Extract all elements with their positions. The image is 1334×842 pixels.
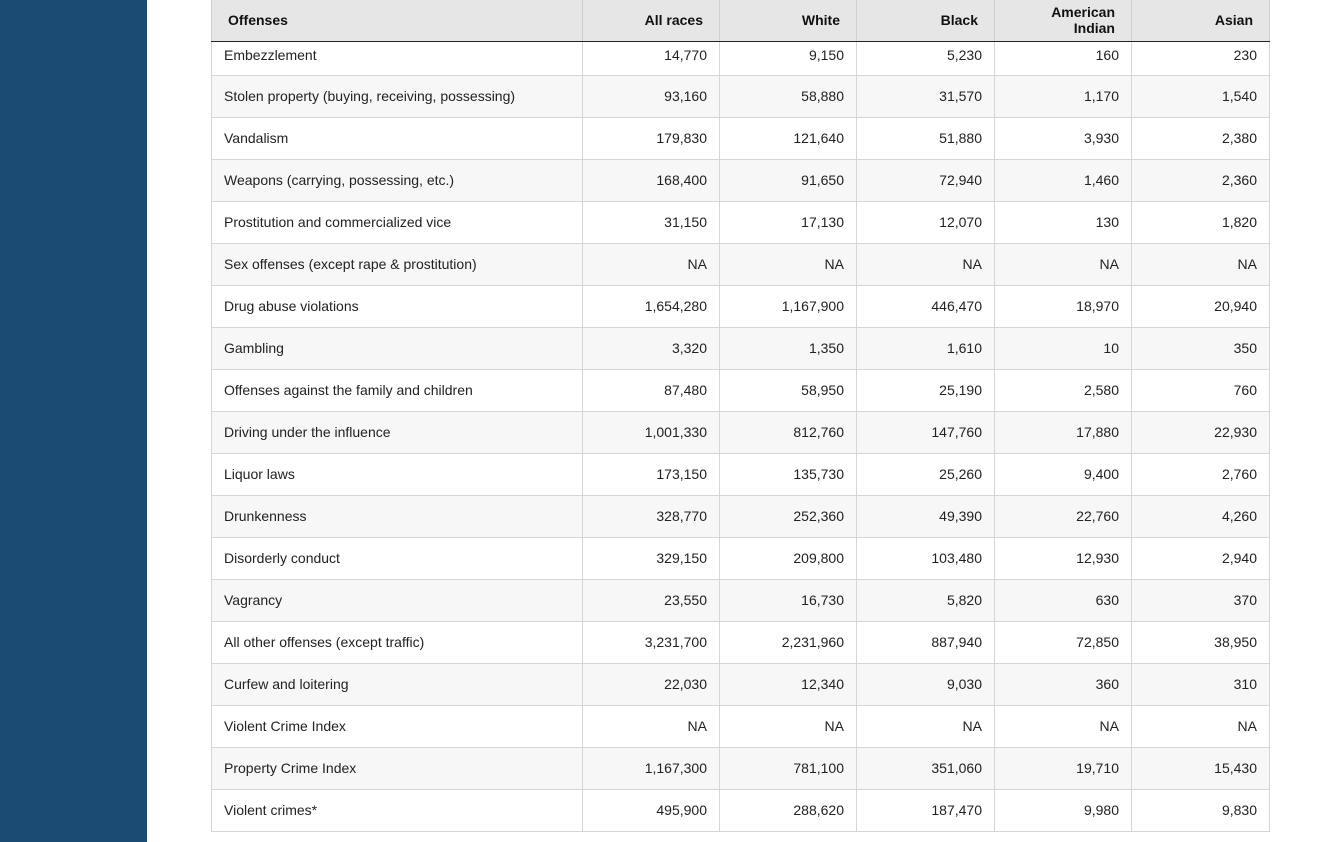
cell-black: 887,940	[857, 621, 995, 663]
cell-american-indian: 19,710	[995, 747, 1132, 789]
cell-black: 446,470	[857, 285, 995, 327]
cell-american-indian: 630	[995, 579, 1132, 621]
cell-all-races: NA	[583, 705, 720, 747]
cell-black: NA	[857, 243, 995, 285]
cell-black: 25,190	[857, 369, 995, 411]
cell-all-races: 495,900	[583, 789, 720, 831]
cell-offense: Violent Crime Index	[212, 705, 583, 747]
table-row	[212, 789, 1270, 831]
cell-offense: Drug abuse violations	[212, 285, 583, 327]
column-header-asian[interactable]: Asian	[1132, 0, 1270, 41]
cell-white: 16,730	[720, 579, 857, 621]
cell-all-races: 1,654,280	[583, 285, 720, 327]
column-header-white[interactable]: White	[720, 0, 857, 41]
table-row	[212, 75, 1270, 117]
table-container	[211, 0, 1269, 832]
cell-black: 72,940	[857, 159, 995, 201]
table-row	[212, 453, 1270, 495]
cell-white: NA	[720, 243, 857, 285]
cell-all-races: 23,550	[583, 579, 720, 621]
cell-all-races: 14,770	[583, 41, 720, 75]
cell-all-races: 3,231,700	[583, 621, 720, 663]
cell-asian: 1,540	[1132, 75, 1270, 117]
table-row	[212, 243, 1270, 285]
table-row	[212, 41, 1270, 75]
cell-offense: Weapons (carrying, possessing, etc.)	[212, 159, 583, 201]
table-row	[212, 705, 1270, 747]
cell-american-indian: 18,970	[995, 285, 1132, 327]
cell-offense: Driving under the influence	[212, 411, 583, 453]
cell-asian: 2,360	[1132, 159, 1270, 201]
cell-white: 121,640	[720, 117, 857, 159]
cell-white: 91,650	[720, 159, 857, 201]
column-header-all-races[interactable]: All races	[583, 0, 720, 41]
cell-all-races: 93,160	[583, 75, 720, 117]
cell-american-indian: 3,930	[995, 117, 1132, 159]
table-row	[212, 201, 1270, 243]
left-sidebar-panel	[0, 0, 147, 842]
column-header-offenses[interactable]: Offenses	[212, 0, 583, 41]
cell-all-races: 179,830	[583, 117, 720, 159]
table-row	[212, 747, 1270, 789]
cell-all-races: 168,400	[583, 159, 720, 201]
cell-asian: 1,820	[1132, 201, 1270, 243]
cell-american-indian: 1,170	[995, 75, 1132, 117]
cell-black: 187,470	[857, 789, 995, 831]
cell-offense: Violent crimes*	[212, 789, 583, 831]
cell-white: 209,800	[720, 537, 857, 579]
cell-all-races: 328,770	[583, 495, 720, 537]
cell-white: 1,167,900	[720, 285, 857, 327]
table-row	[212, 537, 1270, 579]
cell-asian: 4,260	[1132, 495, 1270, 537]
cell-white: 58,950	[720, 369, 857, 411]
cell-black: 5,820	[857, 579, 995, 621]
cell-american-indian: 360	[995, 663, 1132, 705]
cell-white: 252,360	[720, 495, 857, 537]
cell-all-races: 1,001,330	[583, 411, 720, 453]
cell-american-indian: 17,880	[995, 411, 1132, 453]
cell-offense: Property Crime Index	[212, 747, 583, 789]
cell-offense: Sex offenses (except rape & prostitution)	[212, 243, 583, 285]
cell-asian: 350	[1132, 327, 1270, 369]
cell-all-races: 329,150	[583, 537, 720, 579]
cell-asian: 370	[1132, 579, 1270, 621]
table-row	[212, 327, 1270, 369]
column-header-black[interactable]: Black	[857, 0, 995, 41]
cell-american-indian: 9,980	[995, 789, 1132, 831]
table-row	[212, 369, 1270, 411]
cell-black: 1,610	[857, 327, 995, 369]
cell-black: NA	[857, 705, 995, 747]
cell-offense: Offenses against the family and children	[212, 369, 583, 411]
cell-american-indian: NA	[995, 705, 1132, 747]
cell-black: 49,390	[857, 495, 995, 537]
cell-american-indian: 72,850	[995, 621, 1132, 663]
arrests-by-race-table	[211, 0, 1270, 832]
cell-offense: Gambling	[212, 327, 583, 369]
column-header-american-indian[interactable]: American Indian	[995, 0, 1132, 41]
cell-offense: Stolen property (buying, receiving, possessing)	[212, 75, 583, 117]
cell-american-indian: 130	[995, 201, 1132, 243]
cell-white: 781,100	[720, 747, 857, 789]
cell-american-indian: 160	[995, 41, 1132, 75]
cell-american-indian: 12,930	[995, 537, 1132, 579]
cell-offense: Vandalism	[212, 117, 583, 159]
cell-asian: 2,940	[1132, 537, 1270, 579]
table-header-row	[212, 0, 1270, 41]
table-body	[212, 41, 1270, 831]
cell-offense: Drunkenness	[212, 495, 583, 537]
cell-black: 25,260	[857, 453, 995, 495]
cell-black: 12,070	[857, 201, 995, 243]
cell-white: NA	[720, 705, 857, 747]
cell-black: 5,230	[857, 41, 995, 75]
cell-offense: Disorderly conduct	[212, 537, 583, 579]
cell-offense: Liquor laws	[212, 453, 583, 495]
cell-black: 351,060	[857, 747, 995, 789]
cell-black: 147,760	[857, 411, 995, 453]
cell-black: 51,880	[857, 117, 995, 159]
cell-white: 12,340	[720, 663, 857, 705]
cell-all-races: 173,150	[583, 453, 720, 495]
cell-american-indian: 22,760	[995, 495, 1132, 537]
cell-white: 288,620	[720, 789, 857, 831]
cell-asian: 760	[1132, 369, 1270, 411]
cell-offense: Vagrancy	[212, 579, 583, 621]
cell-asian: 38,950	[1132, 621, 1270, 663]
cell-asian: 2,760	[1132, 453, 1270, 495]
cell-asian: 20,940	[1132, 285, 1270, 327]
cell-black: 9,030	[857, 663, 995, 705]
cell-white: 58,880	[720, 75, 857, 117]
table-row	[212, 117, 1270, 159]
cell-black: 103,480	[857, 537, 995, 579]
cell-white: 9,150	[720, 41, 857, 75]
cell-asian: 310	[1132, 663, 1270, 705]
cell-asian: NA	[1132, 705, 1270, 747]
cell-asian: NA	[1132, 243, 1270, 285]
cell-white: 1,350	[720, 327, 857, 369]
table-row	[212, 159, 1270, 201]
cell-all-races: 87,480	[583, 369, 720, 411]
cell-white: 2,231,960	[720, 621, 857, 663]
cell-american-indian: 10	[995, 327, 1132, 369]
cell-american-indian: 1,460	[995, 159, 1132, 201]
cell-american-indian: 9,400	[995, 453, 1132, 495]
cell-all-races: 3,320	[583, 327, 720, 369]
cell-offense: Curfew and loitering	[212, 663, 583, 705]
cell-all-races: 31,150	[583, 201, 720, 243]
cell-asian: 2,380	[1132, 117, 1270, 159]
table-row	[212, 285, 1270, 327]
cell-asian: 230	[1132, 41, 1270, 75]
cell-all-races: 1,167,300	[583, 747, 720, 789]
cell-white: 135,730	[720, 453, 857, 495]
table-row	[212, 411, 1270, 453]
cell-asian: 15,430	[1132, 747, 1270, 789]
cell-black: 31,570	[857, 75, 995, 117]
cell-offense: Embezzlement	[212, 41, 583, 75]
table-row	[212, 579, 1270, 621]
cell-american-indian: 2,580	[995, 369, 1132, 411]
cell-white: 812,760	[720, 411, 857, 453]
cell-offense: Prostitution and commercialized vice	[212, 201, 583, 243]
cell-all-races: NA	[583, 243, 720, 285]
cell-white: 17,130	[720, 201, 857, 243]
cell-offense: All other offenses (except traffic)	[212, 621, 583, 663]
table-row	[212, 495, 1270, 537]
cell-all-races: 22,030	[583, 663, 720, 705]
table-row	[212, 621, 1270, 663]
cell-asian: 9,830	[1132, 789, 1270, 831]
cell-asian: 22,930	[1132, 411, 1270, 453]
table-row	[212, 663, 1270, 705]
cell-american-indian: NA	[995, 243, 1132, 285]
